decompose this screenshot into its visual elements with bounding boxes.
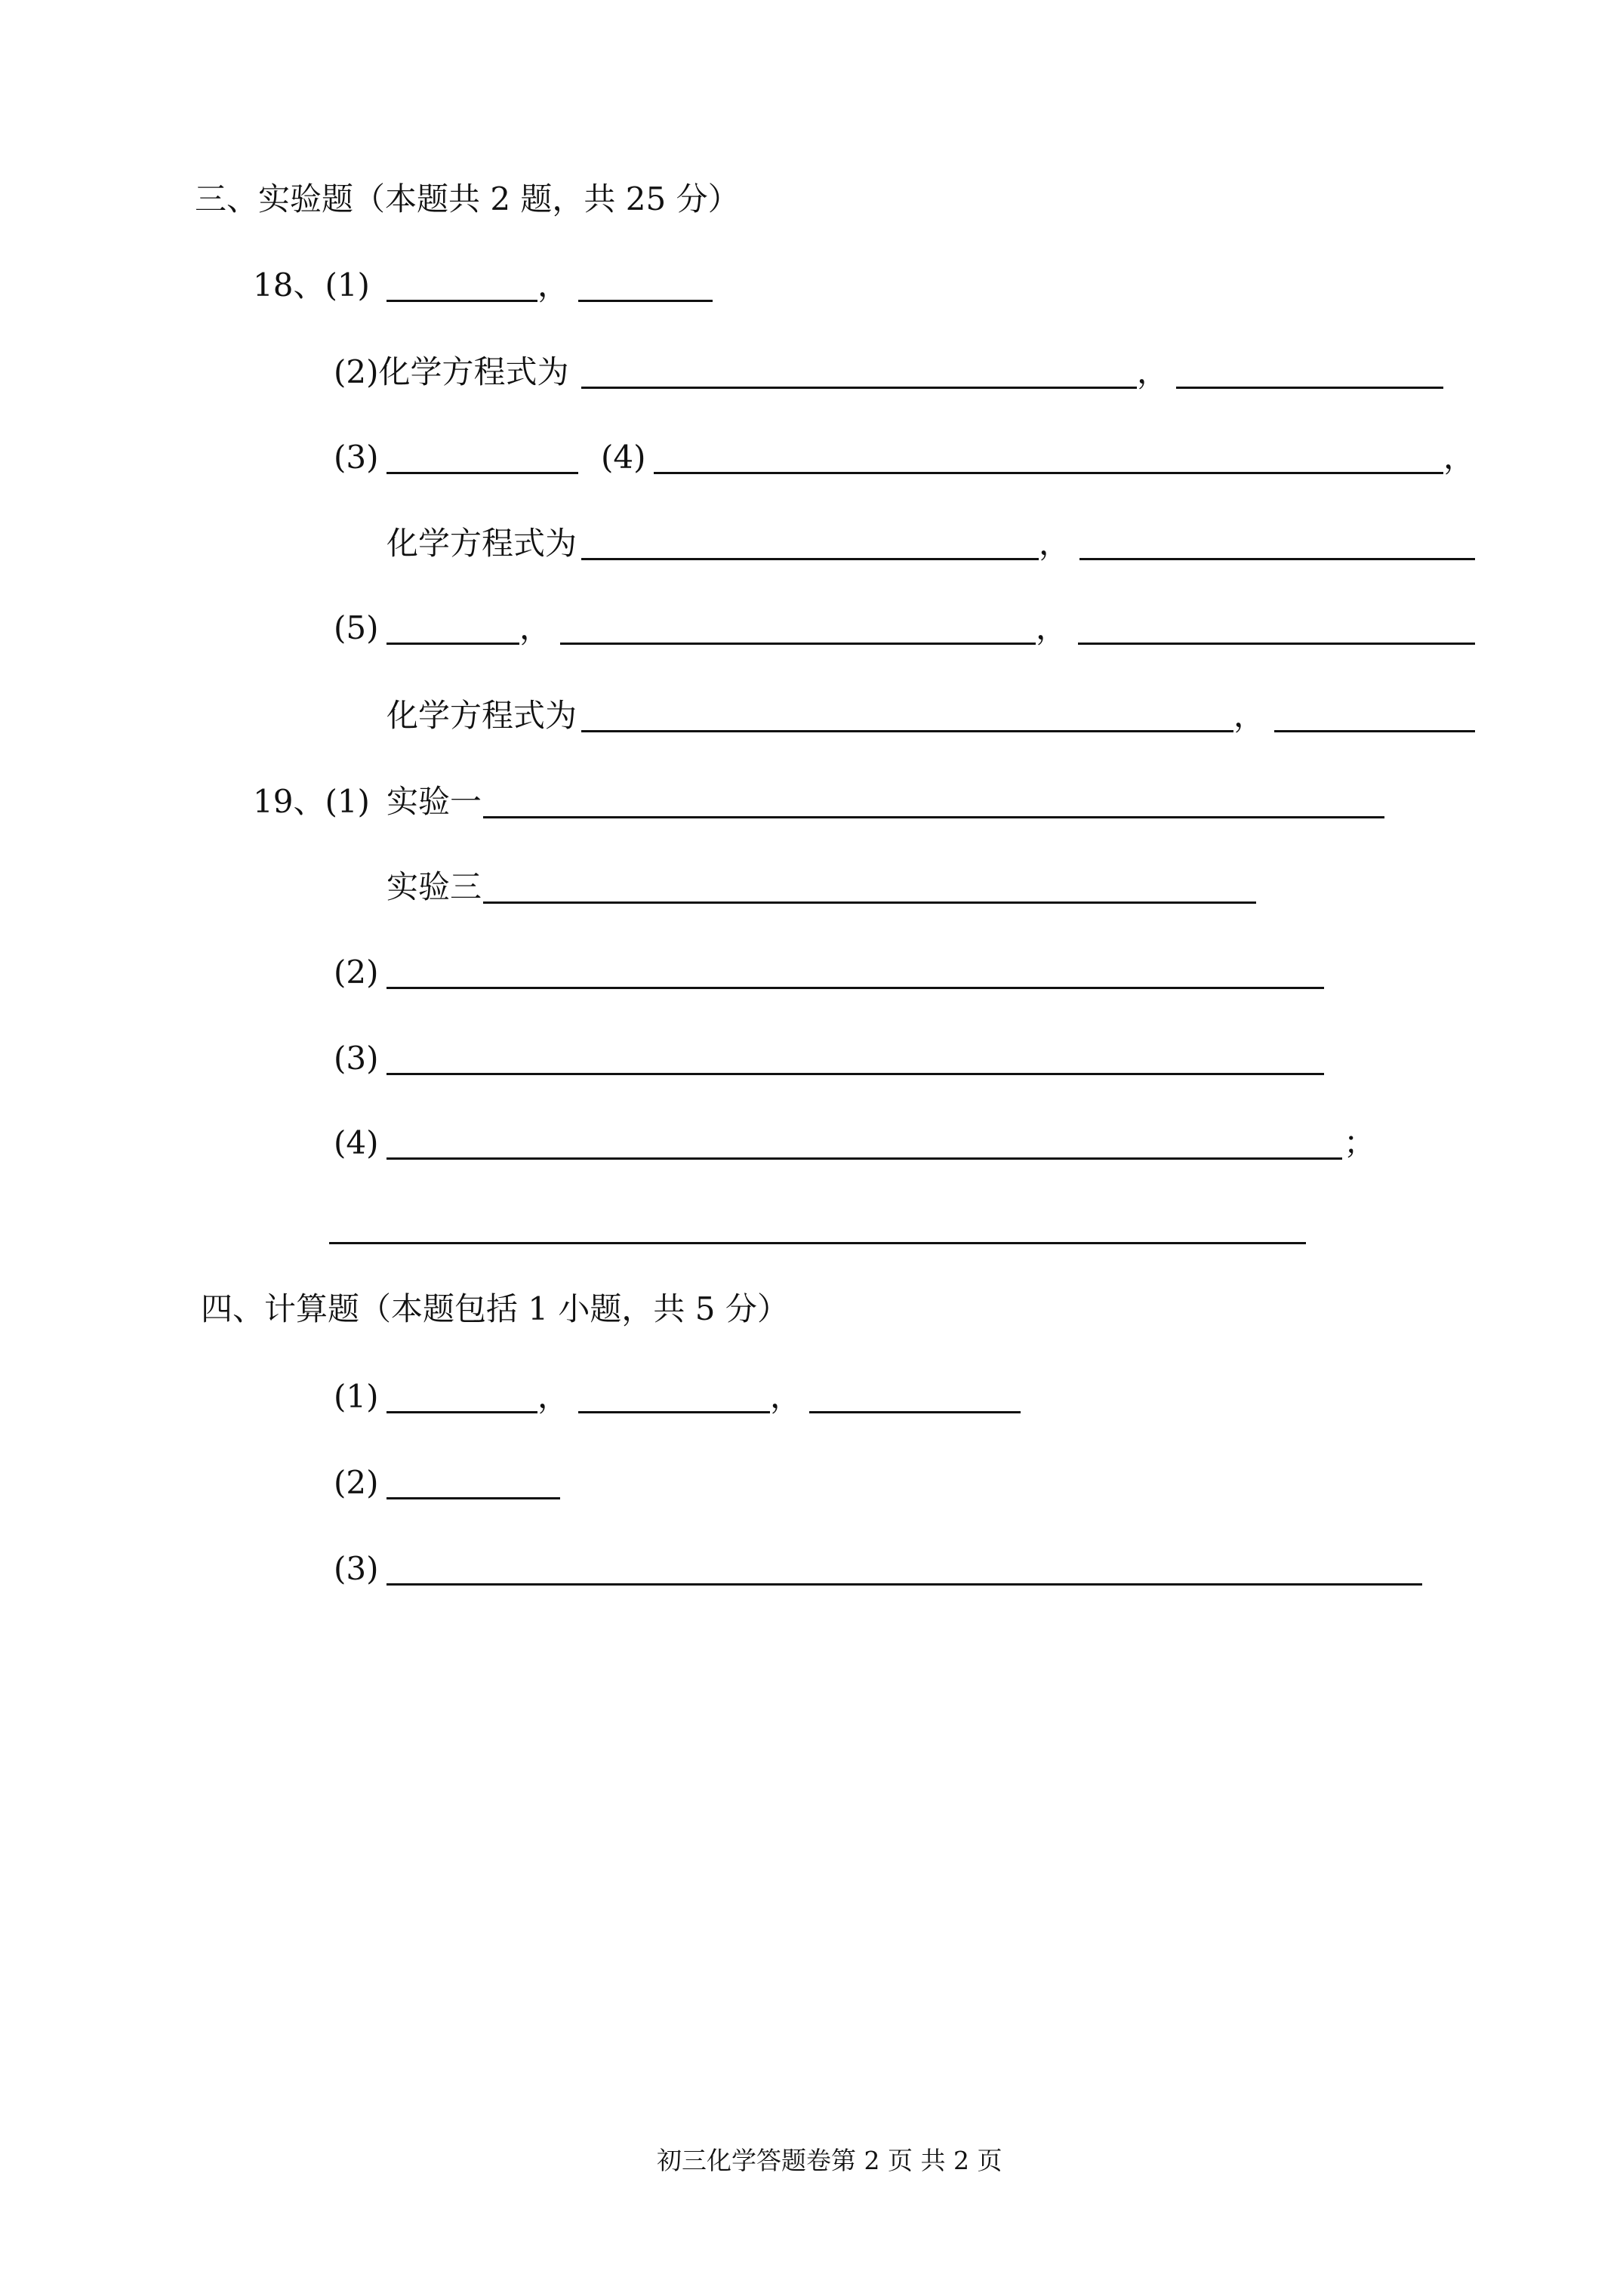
- s4-1-label: (1): [334, 1378, 379, 1415]
- q18-1-blank-b[interactable]: [578, 300, 713, 302]
- q18-4-equation-blank[interactable]: [581, 558, 1039, 560]
- q18-2-label: (2)化学方程式为: [334, 353, 569, 390]
- q18-4-label: (4): [601, 439, 646, 476]
- q19-4-blank[interactable]: [387, 1157, 1342, 1160]
- q18-5-blank-c[interactable]: [1078, 643, 1475, 645]
- s4-1-blank-b[interactable]: [578, 1411, 770, 1413]
- separator: ，: [1233, 697, 1266, 734]
- q18-5-equation-label: 化学方程式为: [387, 697, 577, 734]
- q19-4-blank-line-2[interactable]: [329, 1242, 1306, 1244]
- s4-2-blank[interactable]: [387, 1497, 560, 1499]
- q18-5-blank-a[interactable]: [387, 643, 519, 645]
- q19-experiment-1-label: 实验一: [387, 783, 482, 820]
- separator: ，: [770, 1378, 802, 1415]
- s4-2-label: (2): [334, 1464, 379, 1501]
- q18-2-blank-b[interactable]: [1176, 387, 1443, 389]
- q18-1-blank-a[interactable]: [387, 300, 537, 302]
- separator: ，: [537, 267, 570, 304]
- separator: ，: [1137, 353, 1169, 390]
- q18-4-blank[interactable]: [654, 472, 1443, 474]
- q19-experiment-3-blank[interactable]: [483, 901, 1256, 904]
- q19-experiment-3-label: 实验三: [387, 868, 482, 905]
- separator: ，: [1443, 439, 1476, 476]
- s4-1-blank-c[interactable]: [809, 1411, 1021, 1413]
- q18-5-label: (5): [334, 609, 379, 646]
- q19-2-label: (2): [334, 954, 379, 991]
- q19-4-label: (4): [334, 1124, 379, 1161]
- q18-5-equation-blank-b[interactable]: [1274, 730, 1475, 732]
- q18-3-label: (3): [334, 439, 379, 476]
- q19-experiment-1-blank[interactable]: [483, 816, 1384, 818]
- q18-4-equation-blank-b[interactable]: [1079, 558, 1475, 560]
- s4-3-blank[interactable]: [387, 1583, 1422, 1586]
- q18-4-equation-label: 化学方程式为: [387, 525, 577, 562]
- q18-label: 18、(1): [253, 267, 370, 304]
- section-4-heading: 四、计算题（本题包括 1 小题，共 5 分）: [201, 1290, 789, 1327]
- q19-label: 19、(1): [253, 783, 370, 820]
- q18-5-equation-blank[interactable]: [581, 730, 1233, 732]
- s4-3-label: (3): [334, 1550, 379, 1587]
- q18-2-equation-blank[interactable]: [581, 387, 1137, 389]
- separator: ，: [1039, 525, 1071, 562]
- separator: ，: [1036, 609, 1068, 646]
- separator: ，: [537, 1378, 570, 1415]
- q19-3-blank[interactable]: [387, 1073, 1324, 1075]
- separator: ；: [1344, 1124, 1376, 1161]
- q18-5-blank-b[interactable]: [560, 643, 1036, 645]
- page-footer: 初三化学答题卷第 2 页 共 2 页: [657, 2146, 1002, 2175]
- q19-2-blank[interactable]: [387, 987, 1324, 989]
- section-3-heading: 三、实验题（本题共 2 题，共 25 分）: [195, 180, 740, 217]
- s4-1-blank-a[interactable]: [387, 1411, 537, 1413]
- q18-3-blank[interactable]: [387, 472, 578, 474]
- separator: ，: [519, 609, 552, 646]
- q19-3-label: (3): [334, 1040, 379, 1077]
